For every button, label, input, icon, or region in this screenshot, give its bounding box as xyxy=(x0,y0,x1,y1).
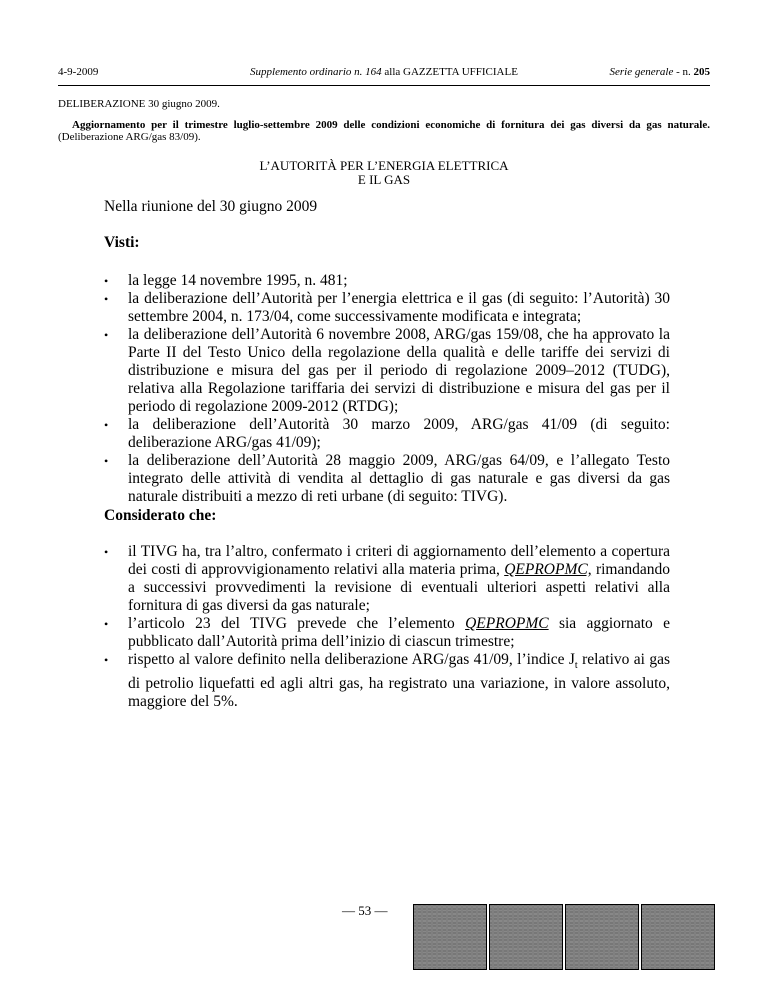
item3-text-b: relativo ai gas di petrolio liquefatti ed agli altri gas, ha registrato una variazione, in valore assoluto, maggiore del 5%. xyxy=(128,651,670,711)
visti-list xyxy=(104,272,670,506)
item3-text-a: rispetto al valore definito nella deliberazione ARG/gas 41/09, l’indice J xyxy=(128,651,575,668)
header-divider xyxy=(58,85,710,86)
qepropmc-term: QEPROPMC, xyxy=(504,561,592,578)
list-item: • la deliberazione dell’Autorità per l’energia elettrica e il gas (di seguito: l’Autorità) 30 settembre 2004, n. 173/04, come successivamente modificata e integrata; xyxy=(104,290,670,326)
list-item: • la legge 14 novembre 1995, n. 481; xyxy=(104,272,670,290)
list-item: • la deliberazione dell’Autorità 6 novembre 2008, ARG/gas 159/08, che ha approvato la Parte II del Testo Unico della regolazione della qualità e delle tariffe dei servizi di distribuzione e misura del gas per il periodo di regolazione 2009–2012 (TUDG), relativa alla Regolazione tariffaria dei servizi di distribuzione e misura del gas per il periodo di regolazione 2009-2012 (RTDG); xyxy=(104,326,670,416)
supplement-number: 164 xyxy=(365,66,382,78)
barcode-image xyxy=(489,904,563,970)
index-subscript: t xyxy=(574,660,578,672)
authority-title xyxy=(0,159,768,187)
subject-reference: (Deliberazione ARG/gas 83/09). xyxy=(58,131,201,143)
authority-line-2: E IL GAS xyxy=(357,172,411,187)
page-header xyxy=(58,66,710,80)
barcode-image xyxy=(641,904,715,970)
qepropmc-term: QEPROPMC xyxy=(465,615,549,632)
item1-text-b: rimandando a successivi provvedimenti la revisione di eventuali ulteriori aspetti relativi alla fornitura di gas diversi da gas naturale; xyxy=(128,561,670,614)
barcode-image xyxy=(413,904,487,970)
deliberation-date: DELIBERAZIONE 30 giugno 2009. xyxy=(58,98,220,110)
series-number: 205 xyxy=(693,66,710,78)
page-number: — 53 — xyxy=(342,903,388,918)
deliberation-subject xyxy=(58,119,710,143)
supplement-prefix: Supplemento ordinario n. xyxy=(250,66,366,78)
subject-title: Aggiornamento per il trimestre luglio-settembre 2009 delle condizioni economiche di fornitura dei gas diversi da gas naturale. xyxy=(72,119,710,131)
series-label: Serie generale xyxy=(609,66,674,78)
item2-text-a: l’articolo 23 del TIVG prevede che l’elemento xyxy=(128,615,466,632)
header-date: 4-9-2009 xyxy=(58,66,99,78)
series-sep: - n. xyxy=(673,66,694,78)
considerato-heading: Considerato che: xyxy=(104,507,217,524)
list-item: • la deliberazione dell’Autorità 28 maggio 2009, ARG/gas 64/09, e l’allegato Testo integrato delle attività di vendita al dettaglio di gas naturale e gas diversi da gas naturale distribuiti a mezzo di reti urbane (di seguito: TIVG). xyxy=(104,452,670,506)
list-item xyxy=(104,615,670,651)
supplement-suffix: alla GAZZETTA UFFICIALE xyxy=(381,66,518,78)
meeting-line: Nella riunione del 30 giugno 2009 xyxy=(104,198,318,215)
visti-heading: Visti: xyxy=(104,234,140,251)
list-item: • la deliberazione dell’Autorità 30 marzo 2009, ARG/gas 41/09 (di seguito: deliberazione ARG/gas 41/09); xyxy=(104,416,670,452)
list-item xyxy=(104,651,670,711)
list-item xyxy=(104,543,670,615)
header-series xyxy=(609,66,710,78)
item2-text-b: sia aggiornato e pubblicato dall’Autorità prima dell’inizio di ciascun trimestre; xyxy=(128,615,670,650)
considerato-list xyxy=(104,543,670,711)
item1-text-a: il TIVG ha, tra l’altro, confermato i criteri di aggiornamento dell’elemento a copertura dei costi di approvvigionamento relativi alla materia prima, xyxy=(128,543,670,578)
barcode-image xyxy=(565,904,639,970)
authority-line-1: L’AUTORITÀ PER L’ENERGIA ELETTRICA xyxy=(259,158,509,173)
